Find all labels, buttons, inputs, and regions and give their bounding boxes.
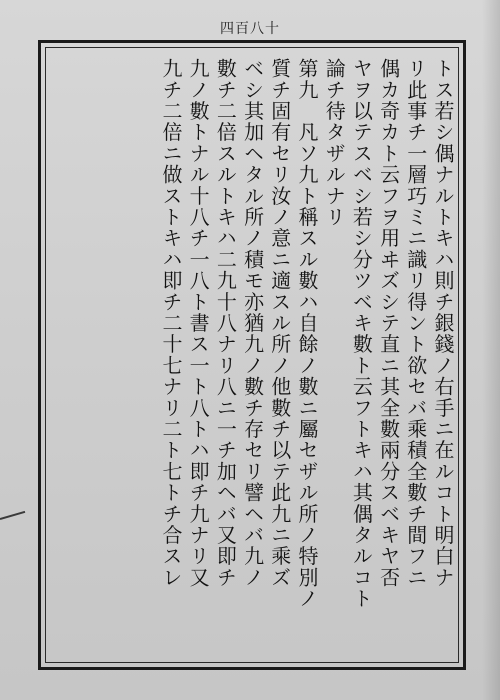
text-line: トス若シ偶ナルトキハ則チ銀錢ノ右手ニ在ルコト明白ナ	[431, 58, 455, 588]
section-heading-line: 第九 凡ソ九ト稱スル數ハ自餘ノ數ニ屬セザル所ノ特別ノ	[294, 58, 319, 610]
text-line: 偶カ奇カト云フヲ用ヰズシテ直ニ其全數兩分スベキヤ否	[376, 58, 401, 588]
vertical-text-block	[48, 58, 456, 658]
text-line: 數チ二倍スルトキハ二九十八ナリ八ニ一チ加ヘバ又即チ	[213, 58, 238, 588]
page-number: 四百八十	[220, 21, 280, 37]
text-line: リ此事チ一層巧ミニ識リ得ント欲セバ乘積全數チ間フニ	[403, 58, 428, 588]
text-line: 質チ固有セリ汝ノ意ニ適スル所ノ他數チ以テ此九ニ乘ズ	[267, 58, 292, 588]
text-line: 九ノ數トナル十八チ一八ト書ス一ト八トハ即チ九ナリ又	[186, 58, 211, 588]
text-line: ヤヲ以テスベシ若シ分ツベキ數ト云フトキハ其偶タルコト	[349, 58, 374, 610]
page-edge-shadow	[482, 0, 500, 700]
text-line: 論チ待タザルナリ	[322, 58, 347, 228]
scan-artifact-mark	[0, 511, 25, 520]
text-line: 九チ二倍ニ做ストキハ即チ二十七ナリ二ト七トチ合スレ	[158, 58, 183, 588]
text-line: ベシ其加ヘタル所ノ積モ亦猶九ノ數チ存セリ譬ヘバ九ノ	[240, 58, 265, 588]
